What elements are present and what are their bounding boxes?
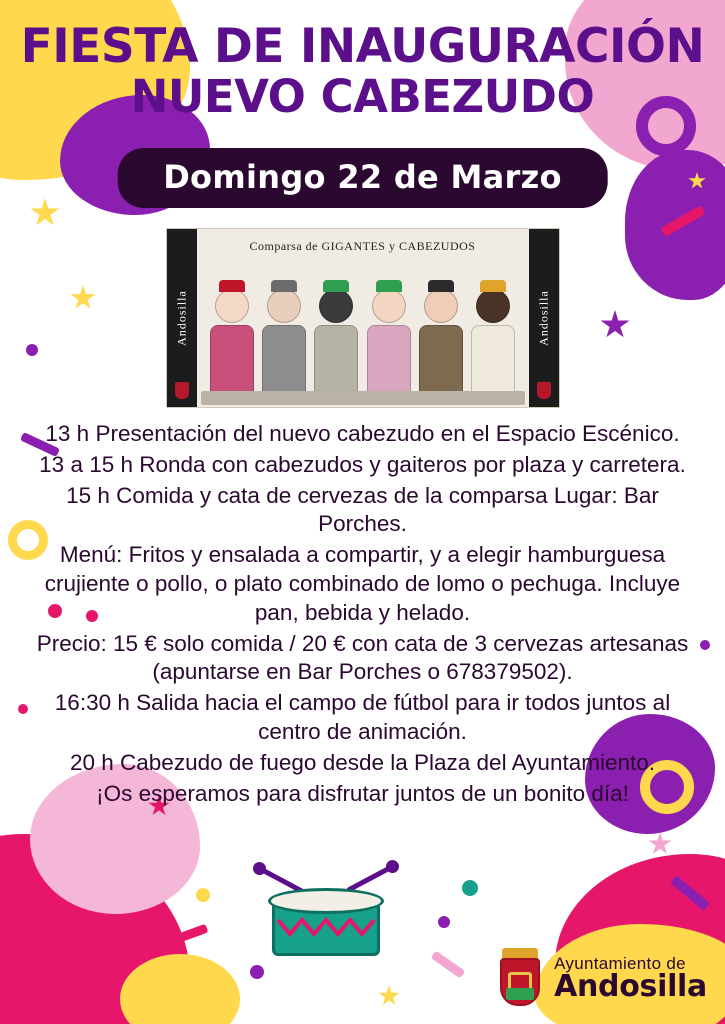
photo-band-left (167, 229, 197, 407)
logo-line-1: Ayuntamiento de (554, 954, 686, 974)
figure-hat (271, 280, 297, 292)
drum-zigzag-pattern (276, 916, 376, 938)
decor-dot-8 (462, 880, 478, 896)
figure-woman (364, 289, 414, 401)
decor-dot-7 (438, 916, 450, 928)
decor-star-4 (648, 832, 672, 856)
poster-headline (0, 19, 725, 123)
coat-of-arms-icon (496, 948, 544, 1010)
figure-soldier (416, 289, 466, 401)
drum-head (268, 888, 384, 914)
schedule-item: ¡Os esperamos para disfrutar juntos de un bonito día! (96, 780, 629, 806)
decor-dot-9 (250, 965, 264, 979)
drum-illustration (262, 870, 392, 966)
band-left-label: Andosilla (174, 290, 188, 346)
drumstick-knob (384, 858, 402, 876)
schedule-item: Menú: Fritos y ensalada a compartir, y a elegir hamburguesa crujiente o pollo, o plato combinado de lomo o pechuga. Incluye pan, bebida y helado. (44, 542, 681, 625)
figure-head (372, 289, 406, 323)
figure-body (210, 325, 254, 401)
schedule-item: 20 h Cabezudo de fuego desde la Plaza del Ayuntamiento. (69, 749, 656, 775)
field-icon (506, 988, 534, 1000)
band-left-shield-icon (175, 382, 189, 399)
schedule-item: 13 h Presentación del nuevo cabezudo en el Espacio Escénico. (45, 421, 680, 446)
photo-band-right (529, 229, 559, 407)
drumstick-knob (251, 860, 269, 878)
figure-head (476, 289, 510, 323)
decor-bar-5 (431, 950, 466, 978)
schedule-item: 13 a 15 h Ronda con cabezudos y gaiteros por plaza y carretera. (39, 451, 686, 477)
band-right-label: Andosilla (536, 290, 550, 346)
comparsa-photo (166, 228, 560, 408)
figure-head (215, 289, 249, 323)
photo-bench (201, 391, 525, 405)
figure-hat (219, 280, 245, 292)
decor-star-1 (30, 198, 60, 228)
figure-body (367, 325, 411, 401)
figure-devil (311, 289, 361, 401)
figure-hat (376, 280, 402, 292)
figure-head (424, 289, 458, 323)
decor-star-3 (600, 310, 630, 340)
crown-icon (502, 948, 538, 958)
headline-line-1: FIESTA DE INAUGURACIÓN (20, 19, 705, 74)
figure-hat (428, 280, 454, 292)
decor-star-6 (378, 985, 400, 1007)
logo-line-2: Andosilla (554, 969, 707, 1005)
figure-head (319, 289, 353, 323)
figure-clown (207, 289, 257, 401)
decor-star-2 (70, 285, 96, 311)
decor-dot-6 (196, 888, 210, 902)
logo-text (554, 955, 707, 1003)
schedule-item: 15 h Comida y cata de cervezas de la comparsa Lugar: Bar Porches. (66, 482, 659, 537)
figure-body (419, 325, 463, 401)
figure-head (267, 289, 301, 323)
schedule-item: Precio: 15 € solo comida / 20 € con cata de 3 cervezas artesanas (apuntarse en Bar Porches o 678379502). (36, 630, 689, 685)
event-date-badge: Domingo 22 de Marzo (117, 148, 608, 208)
figure-body (262, 325, 306, 401)
figure-body (314, 325, 358, 401)
ayuntamiento-logo (496, 948, 707, 1010)
photo-figures (207, 271, 519, 401)
schedule-list (22, 420, 703, 810)
figure-hat (323, 280, 349, 292)
photo-caption: Comparsa de GIGANTES y CABEZUDOS (249, 239, 476, 253)
figure-king (468, 289, 518, 401)
band-right-shield-icon (537, 382, 551, 399)
schedule-item: 16:30 h Salida hacia el campo de fútbol para ir todos juntos al centro de animación. (54, 690, 671, 744)
decor-dot-1 (26, 344, 38, 356)
figure-body (471, 325, 515, 401)
figure-hat (480, 280, 506, 292)
headline-line-2: NUEVO CABEZUDO (130, 69, 595, 123)
figure-old-man (259, 289, 309, 401)
